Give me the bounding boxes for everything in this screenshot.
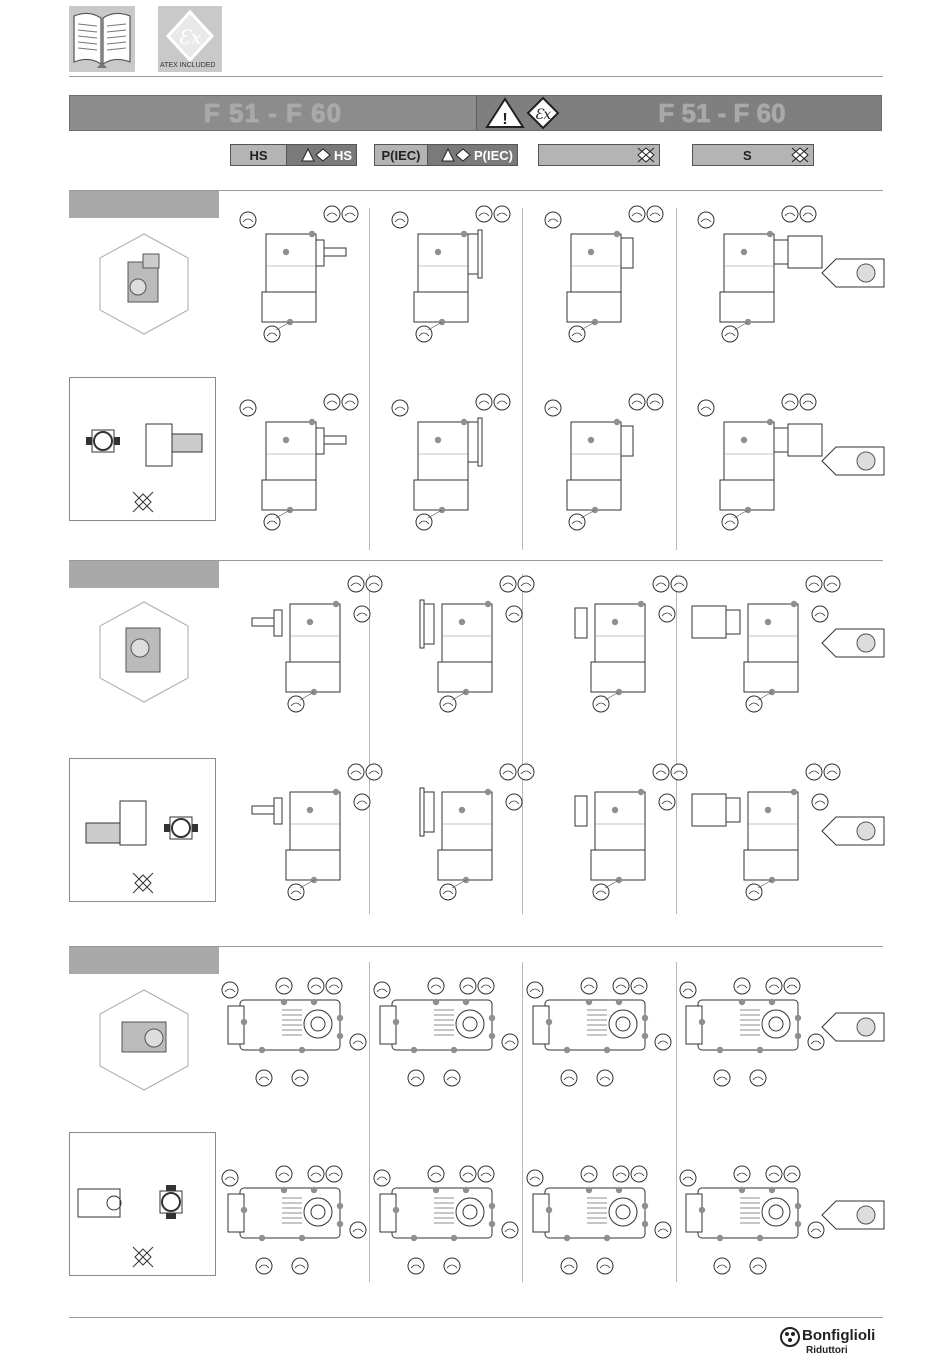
motor-reference-sign — [820, 1198, 890, 1237]
brand-name: Bonfiglioli — [802, 1327, 876, 1344]
tab-hs-label: HS — [231, 145, 286, 165]
footer-divider — [69, 1317, 883, 1318]
tab-hs[interactable] — [230, 144, 357, 166]
no-atex-icon — [637, 147, 655, 163]
gearbox-drawing-3 — [686, 204, 836, 349]
gearbox-drawing-13 — [380, 762, 530, 907]
motor-reference-sign — [820, 626, 890, 665]
bonfiglioli-logo-icon — [780, 1327, 800, 1347]
gearbox-drawing-8 — [228, 574, 378, 719]
atex-caption: ATEX INCLUDED — [160, 62, 216, 69]
tab-piec[interactable] — [374, 144, 518, 166]
gearbox-drawing-17 — [374, 978, 519, 1103]
tab-blank[interactable] — [538, 144, 660, 166]
brand-sub: Riduttori — [806, 1345, 848, 1356]
manual-icon — [69, 6, 135, 72]
gearbox-drawing-0 — [228, 204, 378, 349]
gearbox-drawing-10 — [533, 574, 683, 719]
orientation-box-1 — [69, 377, 216, 521]
gearbox-drawing-4 — [228, 392, 378, 537]
brand-logo — [780, 1326, 886, 1360]
gearbox-drawing-5 — [380, 392, 530, 537]
gearbox-drawing-18 — [527, 978, 672, 1103]
title-left: F 51 - F 60 — [203, 97, 343, 128]
section-2-label — [69, 561, 219, 588]
svg-text:!: ! — [502, 111, 508, 128]
header-divider — [69, 76, 883, 77]
orientation-box-3 — [69, 1132, 216, 1276]
tab-piec-ex-label: P(IEC) — [474, 147, 513, 163]
gearbox-drawing-6 — [533, 392, 683, 537]
tab-s[interactable] — [692, 144, 814, 166]
gearbox-drawing-1 — [380, 204, 530, 349]
tab-s-label: S — [743, 147, 752, 163]
motor-reference-sign — [820, 256, 890, 295]
svg-text:Ɛx: Ɛx — [534, 107, 552, 123]
gearbox-drawing-15 — [686, 762, 836, 907]
gearbox-drawing-22 — [527, 1166, 672, 1291]
warning-atex-small-icon — [441, 148, 471, 162]
warning-atex-small-icon — [301, 148, 331, 162]
iso-view-3 — [98, 988, 190, 1097]
motor-reference-sign — [820, 1010, 890, 1049]
gearbox-drawing-19 — [680, 978, 825, 1103]
gearbox-drawing-12 — [228, 762, 378, 907]
title-right-text: F 51 - F 60 — [658, 97, 786, 128]
warning-atex-icon — [483, 95, 563, 131]
gearbox-drawing-7 — [686, 392, 836, 537]
motor-reference-sign — [820, 444, 890, 483]
gearbox-drawing-11 — [686, 574, 836, 719]
section-3-label — [69, 947, 219, 974]
iso-view-2 — [98, 600, 190, 709]
tab-piec-label: P(IEC) — [375, 145, 427, 165]
section-1-label — [69, 191, 219, 218]
title-right — [476, 96, 881, 130]
gearbox-drawing-9 — [380, 574, 530, 719]
tab-hs-ex-label: HS — [333, 147, 352, 163]
gearbox-drawing-2 — [533, 204, 683, 349]
gearbox-drawing-21 — [374, 1166, 519, 1291]
gearbox-drawing-14 — [533, 762, 683, 907]
iso-view-1 — [98, 232, 190, 341]
no-atex-icon — [791, 147, 809, 163]
motor-reference-sign — [820, 814, 890, 853]
svg-text:Ɛx: Ɛx — [178, 25, 202, 49]
gearbox-drawing-16 — [222, 978, 367, 1103]
title-bar — [69, 95, 882, 131]
gearbox-drawing-23 — [680, 1166, 825, 1291]
gearbox-drawing-20 — [222, 1166, 367, 1291]
orientation-box-2 — [69, 758, 216, 902]
